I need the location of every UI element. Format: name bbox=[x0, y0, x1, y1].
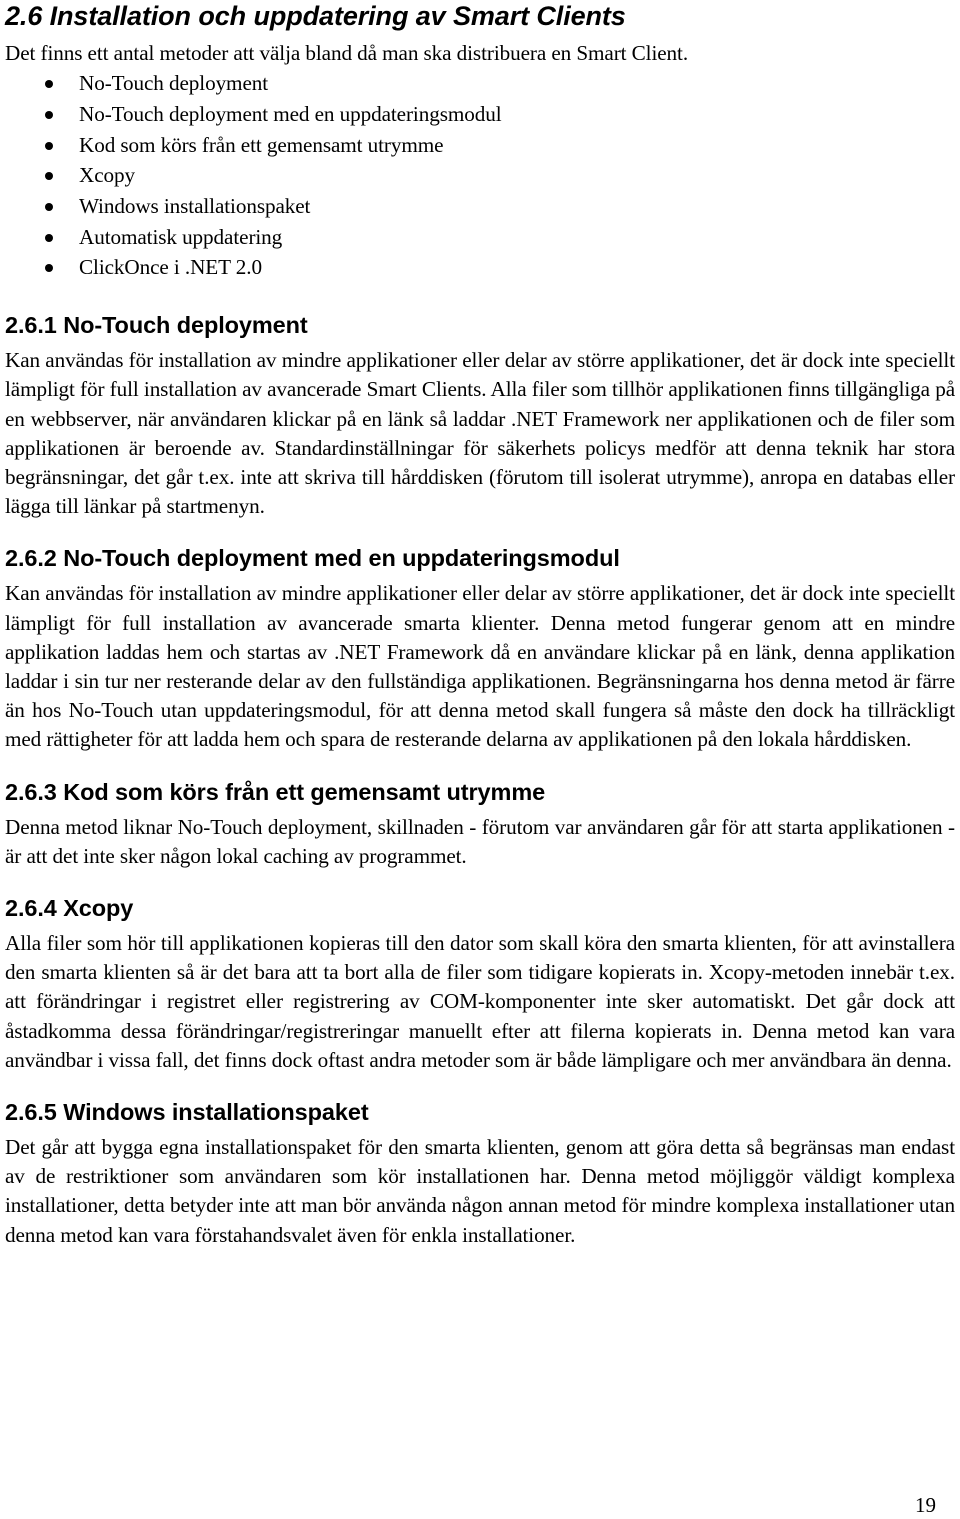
subsection-body-no-touch-update: Kan användas för installation av mindre applikationer eller delar av större applikationer, det är dock inte speciellt lämpligt för full installation av avancerade smarta klienter. Denna metod fungerar genom att en mindre applikation laddas hem och startas av .NET Framework då en användare klickar på en länk, denna applikation laddar i sin tur ner resterande delar av den fullständiga applikationen. Begränsningarna hos denna metod är färre än hos No-Touch utan uppdateringsmodul, för att denna metod skall fungera så måste den dock ha tillräckligt med rättigheter för att ladda hem och spara de resterande delarna av applikationen på den lokala hårddisken. bbox=[5, 581, 955, 752]
list-item-text: No-Touch deployment med en uppdateringsmodul bbox=[79, 101, 502, 126]
list-item-text: ClickOnce i .NET 2.0 bbox=[79, 255, 262, 280]
bullet-icon bbox=[45, 234, 53, 242]
list-item bbox=[5, 191, 955, 222]
subsection-heading-xcopy: 2.6.4 Xcopy bbox=[5, 894, 134, 921]
list-item bbox=[5, 99, 955, 130]
list-item bbox=[5, 68, 955, 99]
subsection-body-xcopy: Alla filer som hör till applikationen kopieras till den dator som skall köra den smarta klienten, för att avinstallera den smarta klienten så är det bara att ta bort alla de filer som tidigare kopierats in. Xcopy-metoden innebär t.ex. att förändringar i registret eller registrering av COM-komponenter inte sker automatiskt. Det går dock att åstadkomma dessa förändringar/registreringar manuellt efter att filerna kopierats in. Denna metod kan vara användbar i vissa fall, det finns dock oftast andra metoder som är både lämpligare och mer användbara än denna. bbox=[5, 930, 955, 1072]
page-number: 19 bbox=[915, 1493, 936, 1517]
subsection-heading-windows-installer: 2.6.5 Windows installationspaket bbox=[5, 1098, 369, 1125]
subsection-body-windows-installer: Det går att bygga egna installationspaket för den smarta klienten, genom att göra detta så begränsas man endast av de restriktioner som användaren som kör installationen har. Denna metod möjliggör väldigt komplexa installationer, detta betyder inte att man bör använda någon annan metod för mindre komplexa installationer utan denna metod kan vara förstahandsvalet även för enkla installationer. bbox=[5, 1134, 955, 1247]
subsection-heading-no-touch-update: 2.6.2 No-Touch deployment med en uppdateringsmodul bbox=[5, 545, 620, 572]
list-item-text: Automatisk uppdatering bbox=[79, 224, 283, 249]
list-item-text: Xcopy bbox=[79, 163, 135, 188]
subsection-heading-shared-code: 2.6.3 Kod som körs från ett gemensamt utrymme bbox=[5, 778, 546, 805]
bullet-icon bbox=[45, 111, 53, 119]
list-item bbox=[5, 222, 955, 253]
bullet-icon bbox=[45, 264, 53, 272]
method-list bbox=[5, 68, 955, 283]
bullet-icon bbox=[45, 203, 53, 211]
subsection-heading-no-touch: 2.6.1 No-Touch deployment bbox=[5, 312, 308, 339]
list-item bbox=[5, 252, 955, 283]
list-item-text: Windows installationspaket bbox=[79, 194, 311, 219]
bullet-icon bbox=[45, 142, 53, 150]
list-item-text: Kod som körs från ett gemensamt utrymme bbox=[79, 132, 444, 157]
section-intro: Det finns ett antal metoder att välja bland då man ska distribuera en Smart Client. bbox=[5, 41, 689, 65]
document-page bbox=[5, 0, 955, 1250]
bullet-icon bbox=[45, 172, 53, 180]
list-item bbox=[5, 160, 955, 191]
list-item-text: No-Touch deployment bbox=[79, 71, 269, 96]
subsection-body-shared-code: Denna metod liknar No-Touch deployment, skillnaden - förutom var användaren går för att starta applikationen - är att det inte sker någon lokal caching av programmet. bbox=[5, 814, 955, 868]
subsection-body-no-touch: Kan användas för installation av mindre applikationer eller delar av större applikationer, det är dock inte speciellt lämpligt för full installation av avancerade Smart Clients. Alla filer som tillhör applikationen finns tillgängliga på en webbserver, när användaren klickar på en länk så laddar .NET Framework ner applikationen och de filer som applikationen är beroende av. Standardinställningar för säkerhets policys medför att denna teknik har stora begränsningar, det går t.ex. inte att skriva till hårddisken (förutom till isolerat utrymme), anropa en databas eller lägga till länkar på startmenyn. bbox=[5, 348, 955, 519]
list-item bbox=[5, 130, 955, 161]
bullet-icon bbox=[45, 80, 53, 88]
section-title: 2.6 Installation och uppdatering av Smart Clients bbox=[5, 1, 626, 31]
